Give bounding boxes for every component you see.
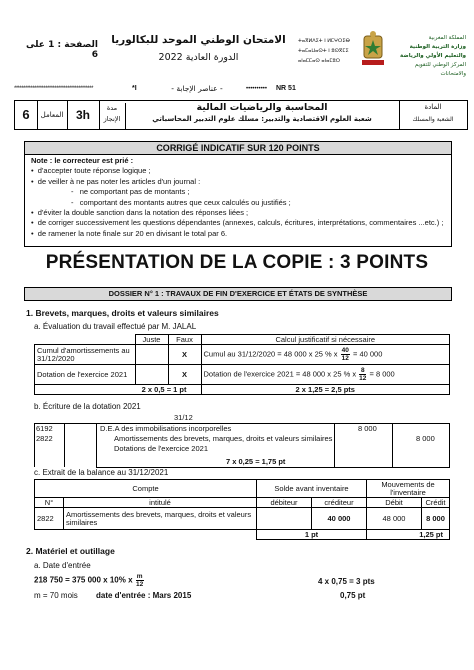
branche-label: الشعبة والمسلك: [412, 116, 454, 123]
fraction: $\frac{m}{12}$: [136, 573, 144, 588]
page-label: الصفحة: [64, 40, 98, 50]
section2-title: 2. Matériel et outillage: [26, 546, 115, 556]
account-number: 6192: [36, 424, 53, 433]
section1-title: 1. Brevets, marques, droits et valeurs similaires: [26, 308, 219, 318]
balance-table: [34, 479, 450, 540]
entry-line: D.E.A des immobilisations incorporelles: [100, 424, 232, 433]
kingdom-emblem: [360, 30, 386, 70]
col-faux: Faux: [168, 335, 201, 345]
section1b-label: b. Écriture de la dotation 2021: [34, 402, 141, 411]
col-debiteur: débiteur: [257, 498, 312, 508]
fraction: $\frac{8}{12}$: [359, 367, 367, 382]
score-cell: 2 x 1,25 = 2,5 pts: [201, 385, 450, 395]
code-strip: ******************************************* *I - عناصر الإجابة - •••••••••• NR 51: [14, 84, 296, 93]
matiere-label: المادة: [424, 103, 442, 111]
entry-line: Dotations de l'exercice 2021: [114, 444, 208, 453]
grading-title: CORRIGÉ INDICATIF SUR 120 POINTS: [25, 142, 451, 155]
grading-item: • de veiller à ne pas noter les articles d'un journal :: [31, 176, 201, 186]
calc-cell: Cumul au 31/12/2020 = 48 000 x 25 % x $\frac{40}{12}$ = 40 000: [201, 345, 450, 365]
code-mark: *I: [132, 85, 137, 92]
col-calc: Calcul justificatif si nécessaire: [201, 335, 450, 345]
journal-score: 7 x 0,25 = 1,75 pt: [226, 457, 286, 466]
section2-score: 0,75 pt: [340, 591, 366, 600]
col-crediteur: créditeur: [312, 498, 367, 508]
grading-item: • d'accepter toute réponse logique ;: [31, 166, 151, 176]
col-solde: Solde avant inventaire: [257, 480, 367, 498]
debit-amount: 8 000: [358, 424, 377, 433]
session: الدورة العادية 2022: [158, 52, 239, 63]
score-cell: 2 x 0,5 = 1 pt: [35, 385, 202, 395]
calc-cell: Dotation de l'exercice 2021 = 48 000 x 25 % x $\frac{8}{12}$ = 8 000: [201, 365, 450, 385]
grading-item: • d'éviter la double sanction dans la notation des réponses liées ;: [31, 208, 249, 218]
section2-score: 4 x 0,75 = 3 pts: [318, 577, 375, 586]
credit-amount: 8 000: [416, 434, 435, 443]
row-label: Dotation de l'exercice 2021: [35, 365, 136, 385]
page-num: 1 على 6: [26, 40, 98, 60]
mark-faux: X: [168, 365, 201, 385]
stream-title: شعبة العلوم الاقتصادية والتدبير: مسلك علوم التدبير المحاسباتي: [152, 115, 372, 123]
grading-subitem: - comportant des montants autres que ceux calculés ou justifiés ;: [71, 197, 291, 207]
date-formula: 218 750 = 375 000 x 10% x $\frac{m}{12}$: [34, 573, 144, 588]
section1a-label: a. Évaluation du travail effectué par M. JALAL: [34, 322, 197, 331]
account-number: 2822: [36, 434, 53, 443]
col-compte: Compte: [35, 480, 257, 498]
mark-faux: X: [168, 345, 201, 365]
table-row: 2822 Amortissements des brevets, marques, droits et valeurs similaires 40 000 48 000 8 000: [35, 508, 450, 530]
section2a-label: a. Date d'entrée: [34, 561, 91, 570]
kingdom-text: المملكة المغربية وزارة التربية الوطنية والتعليم الأولي والرياضة المركز الوطني للتقويم والامتحانات: [400, 35, 466, 77]
code-id: NR 51: [276, 85, 296, 92]
grading-intro: Note : le correcteur est prié :: [31, 156, 134, 165]
subject-box: [14, 100, 468, 130]
grading-item: • de corriger successivement les questions dépendantes (annexes, calculs, écritures, interprétations, commentaires ...etc.) ;: [31, 218, 444, 228]
balance-score: 1,25 pt: [367, 530, 450, 540]
journal-date: 31/12: [174, 413, 193, 422]
entry-line: Amortissements des brevets, marques, droits et valeurs similaires: [114, 434, 333, 443]
evaluation-table: [34, 334, 450, 394]
col-juste: Juste: [135, 335, 168, 345]
page-number: الصفحة : 1 على 6: [26, 40, 98, 60]
duree-value: 3h: [67, 101, 100, 129]
grading-instructions: [24, 141, 452, 247]
tifinagh-text: ⵜⴰⴳⵍⴷⵉⵜ ⵏ ⵍⵎⵖⵔⵉⴱ ⵜⴰⵎⴰⵡⴰⵙⵜ ⵏ ⵓⵙⴳⵎⵉ ⴰⵏⴰⵎⵎⴰⵙ ⴰⵏⴰⵎⵓⵔ: [298, 38, 350, 64]
grading-subitem: - ne comportant pas de montants ;: [71, 187, 190, 197]
answer-elements-label: - عناصر الإجابة -: [171, 84, 223, 93]
fraction: $\frac{40}{12}$: [341, 347, 349, 362]
col-intitule: intitulé: [64, 498, 257, 508]
row-label: Cumul d'amortissements au 31/12/2020: [35, 345, 136, 365]
m-value: m = 70 mois: [34, 591, 78, 600]
coef-value: 6: [15, 101, 38, 129]
coef-label: المعامل: [37, 101, 68, 129]
col-no: N°: [35, 498, 64, 508]
header: [0, 0, 474, 132]
balance-score: 1 pt: [257, 530, 367, 540]
duree-label: مدة الإنجاز: [99, 103, 126, 129]
grading-item: • de ramener la note finale sur 20 en divisant le total par 6.: [31, 228, 228, 238]
presentation-title: PRÉSENTATION DE LA COPIE : 3 POINTS: [45, 252, 429, 273]
entry-date: date d'entrée : Mars 2015: [96, 591, 192, 600]
col-mouvements: Mouvements de l'inventaire: [367, 480, 450, 498]
col-credit: Crédit: [422, 498, 450, 508]
col-debit: Débit: [367, 498, 422, 508]
exam-title: الامتحان الوطني الموحد للبكالوريا: [111, 34, 286, 46]
dossier-title: DOSSIER N° 1 : TRAVAUX DE FIN D'EXERCICE ET ÉTATS DE SYNTHÈSE: [24, 287, 452, 301]
subject-title: المحاسبة والرياضيات المالية: [196, 102, 328, 113]
section1c-label: c. Extrait de la balance au 31/12/2021: [34, 468, 169, 477]
